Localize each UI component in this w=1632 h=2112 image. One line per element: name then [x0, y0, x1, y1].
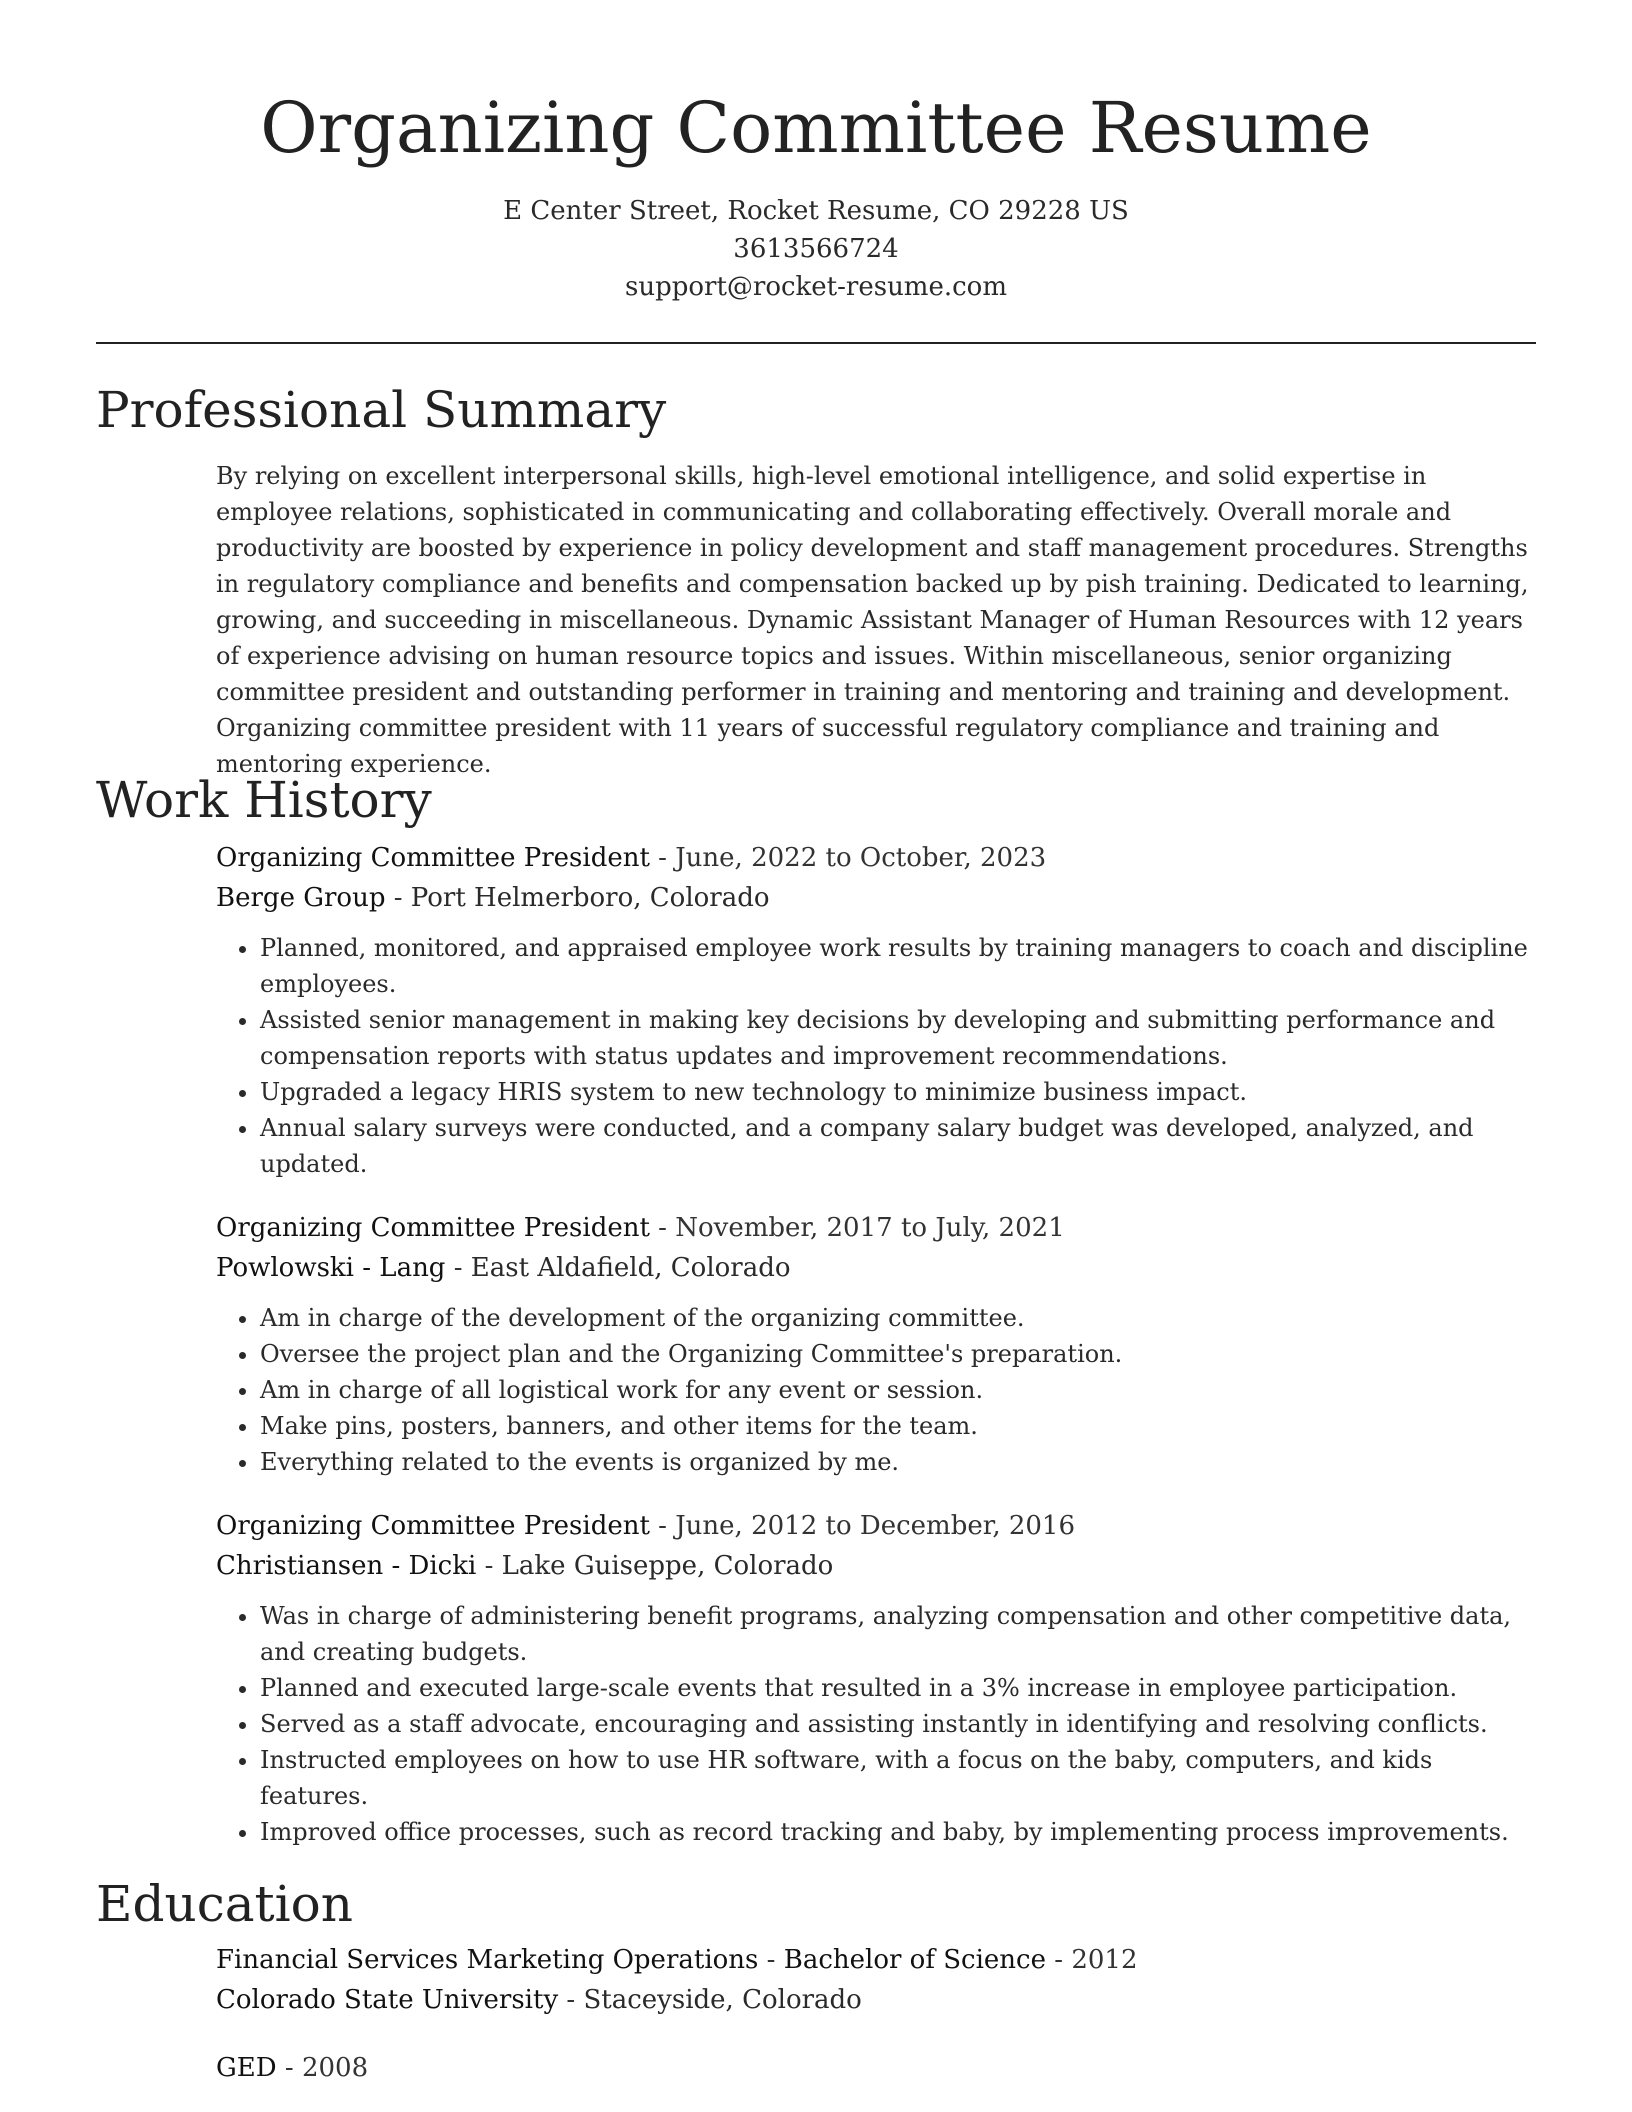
job-bullet: • Instructed employees on how to use HR software, with a focus on the baby, computers, and kids features.	[260, 1742, 1536, 1814]
job-company: Christiansen - Dicki	[216, 1551, 477, 1581]
job-role: Organizing Committee President	[216, 1213, 650, 1243]
resume-header	[0, 0, 1632, 306]
job-location: Port Helmerboro, Colorado	[410, 883, 770, 913]
job-bullet: • Upgraded a legacy HRIS system to new technology to minimize business impact.	[260, 1074, 1536, 1110]
job-entry	[216, 1208, 1536, 1480]
separator: -	[758, 1945, 784, 1975]
contact-phone: 3613566724	[733, 234, 899, 264]
job-bullet: • Planned and executed large-scale events that resulted in a 3% increase in employee participation.	[260, 1670, 1536, 1706]
degree-line	[216, 1940, 1536, 1980]
job-bullet: • Served as a staff advocate, encouraging and assisting instantly in identifying and resolving conflicts.	[260, 1706, 1536, 1742]
separator: -	[476, 1551, 502, 1581]
job-bullet: • Am in charge of the development of the organizing committee.	[260, 1300, 1536, 1336]
job-location: East Aldafield, Colorado	[470, 1253, 791, 1283]
education-field: Financial Services Marketing Operations	[216, 1945, 759, 1975]
job-role: Organizing Committee President	[216, 1511, 650, 1541]
job-company-line	[216, 1546, 1536, 1586]
work-history-section	[96, 770, 1536, 1850]
job-bullet: • Am in charge of all logistical work for any event or session.	[260, 1372, 1536, 1408]
contact-info	[0, 192, 1632, 306]
education-year: 2008	[301, 2053, 369, 2083]
resume-title: Organizing Committee Resume	[260, 87, 1372, 169]
separator: -	[558, 1985, 584, 2015]
job-bullets	[216, 930, 1536, 1182]
contact-address: E Center Street, Rocket Resume, CO 29228 US	[503, 196, 1129, 226]
job-company: Powlowski - Lang	[216, 1253, 446, 1283]
contact-email: support@rocket-resume.com	[624, 272, 1007, 302]
education-year: 2012	[1071, 1945, 1138, 1975]
job-company-line	[216, 1248, 1536, 1288]
job-bullet: • Everything related to the events is organized by me.	[260, 1444, 1536, 1480]
separator: -	[385, 883, 411, 913]
school-line	[216, 1980, 1536, 2020]
education-entry	[216, 1940, 1536, 2020]
separator: -	[1046, 1945, 1072, 1975]
job-title-line	[216, 838, 1536, 878]
job-bullet: • Was in charge of administering benefit programs, analyzing compensation and other competitive data, and creating budgets.	[260, 1598, 1536, 1670]
job-title-line	[216, 1208, 1536, 1248]
job-role: Organizing Committee President	[216, 843, 650, 873]
separator: -	[649, 1213, 676, 1243]
education-field: GED	[216, 2053, 277, 2083]
separator: -	[649, 843, 676, 873]
job-entry	[216, 838, 1536, 1182]
job-dates: June, 2022 to October, 2023	[675, 843, 1047, 873]
summary-text: By relying on excellent interpersonal skills, high-level emotional intelligence, and solid expertise in employee relations, sophisticated in communicating and collaborating effectively. Overall morale and productivity are boosted by experience in policy development and staff management procedures. Strengths in regulatory compliance and benefits and compensation backed up by pish training. Dedicated to learning, growing, and succeeding in miscellaneous. Dynamic Assistant Manager of Human Resources with 12 years of experience advising on human resource topics and issues. Within miscellaneous, senior organizing committee president and outstanding performer in training and mentoring and training and development. Organizing committee president with 11 years of successful regulatory compliance and training and mentoring experience.	[216, 462, 1529, 778]
job-bullets	[216, 1598, 1536, 1850]
job-location: Lake Guiseppe, Colorado	[501, 1551, 834, 1581]
education-location: Staceyside, Colorado	[583, 1985, 862, 2015]
education-degree: Bachelor of Science	[783, 1945, 1046, 1975]
header-divider	[96, 342, 1536, 344]
job-bullet: • Make pins, posters, banners, and other items for the team.	[260, 1408, 1536, 1444]
job-dates: June, 2012 to December, 2016	[675, 1511, 1076, 1541]
education-section	[96, 1874, 1536, 2088]
separator: -	[649, 1511, 676, 1541]
separator: -	[276, 2053, 302, 2083]
education-school: Colorado State University	[216, 1985, 559, 2015]
job-bullet: • Annual salary surveys were conducted, and a company salary budget was developed, analyzed, and updated.	[260, 1110, 1536, 1182]
summary-section	[96, 380, 1536, 782]
job-entry	[216, 1506, 1536, 1850]
summary-heading: Professional Summary	[96, 381, 667, 439]
job-bullet: • Planned, monitored, and appraised employee work results by training managers to coach and discipline employees.	[260, 930, 1536, 1002]
job-company-line	[216, 878, 1536, 918]
job-bullet: • Improved office processes, such as record tracking and baby, by implementing process improvements.	[260, 1814, 1536, 1850]
work-history-heading: Work History	[96, 771, 432, 829]
job-company: Berge Group	[216, 883, 386, 913]
job-bullet: • Assisted senior management in making key decisions by developing and submitting performance and compensation reports with status updates and improvement recommendations.	[260, 1002, 1536, 1074]
job-title-line	[216, 1506, 1536, 1546]
job-bullets	[216, 1300, 1536, 1480]
degree-line	[216, 2048, 1536, 2088]
separator: -	[445, 1253, 471, 1283]
job-bullet: • Oversee the project plan and the Organizing Committee's preparation.	[260, 1336, 1536, 1372]
education-entry	[216, 2048, 1536, 2088]
education-heading: Education	[96, 1875, 353, 1933]
job-dates: November, 2017 to July, 2021	[675, 1213, 1065, 1243]
